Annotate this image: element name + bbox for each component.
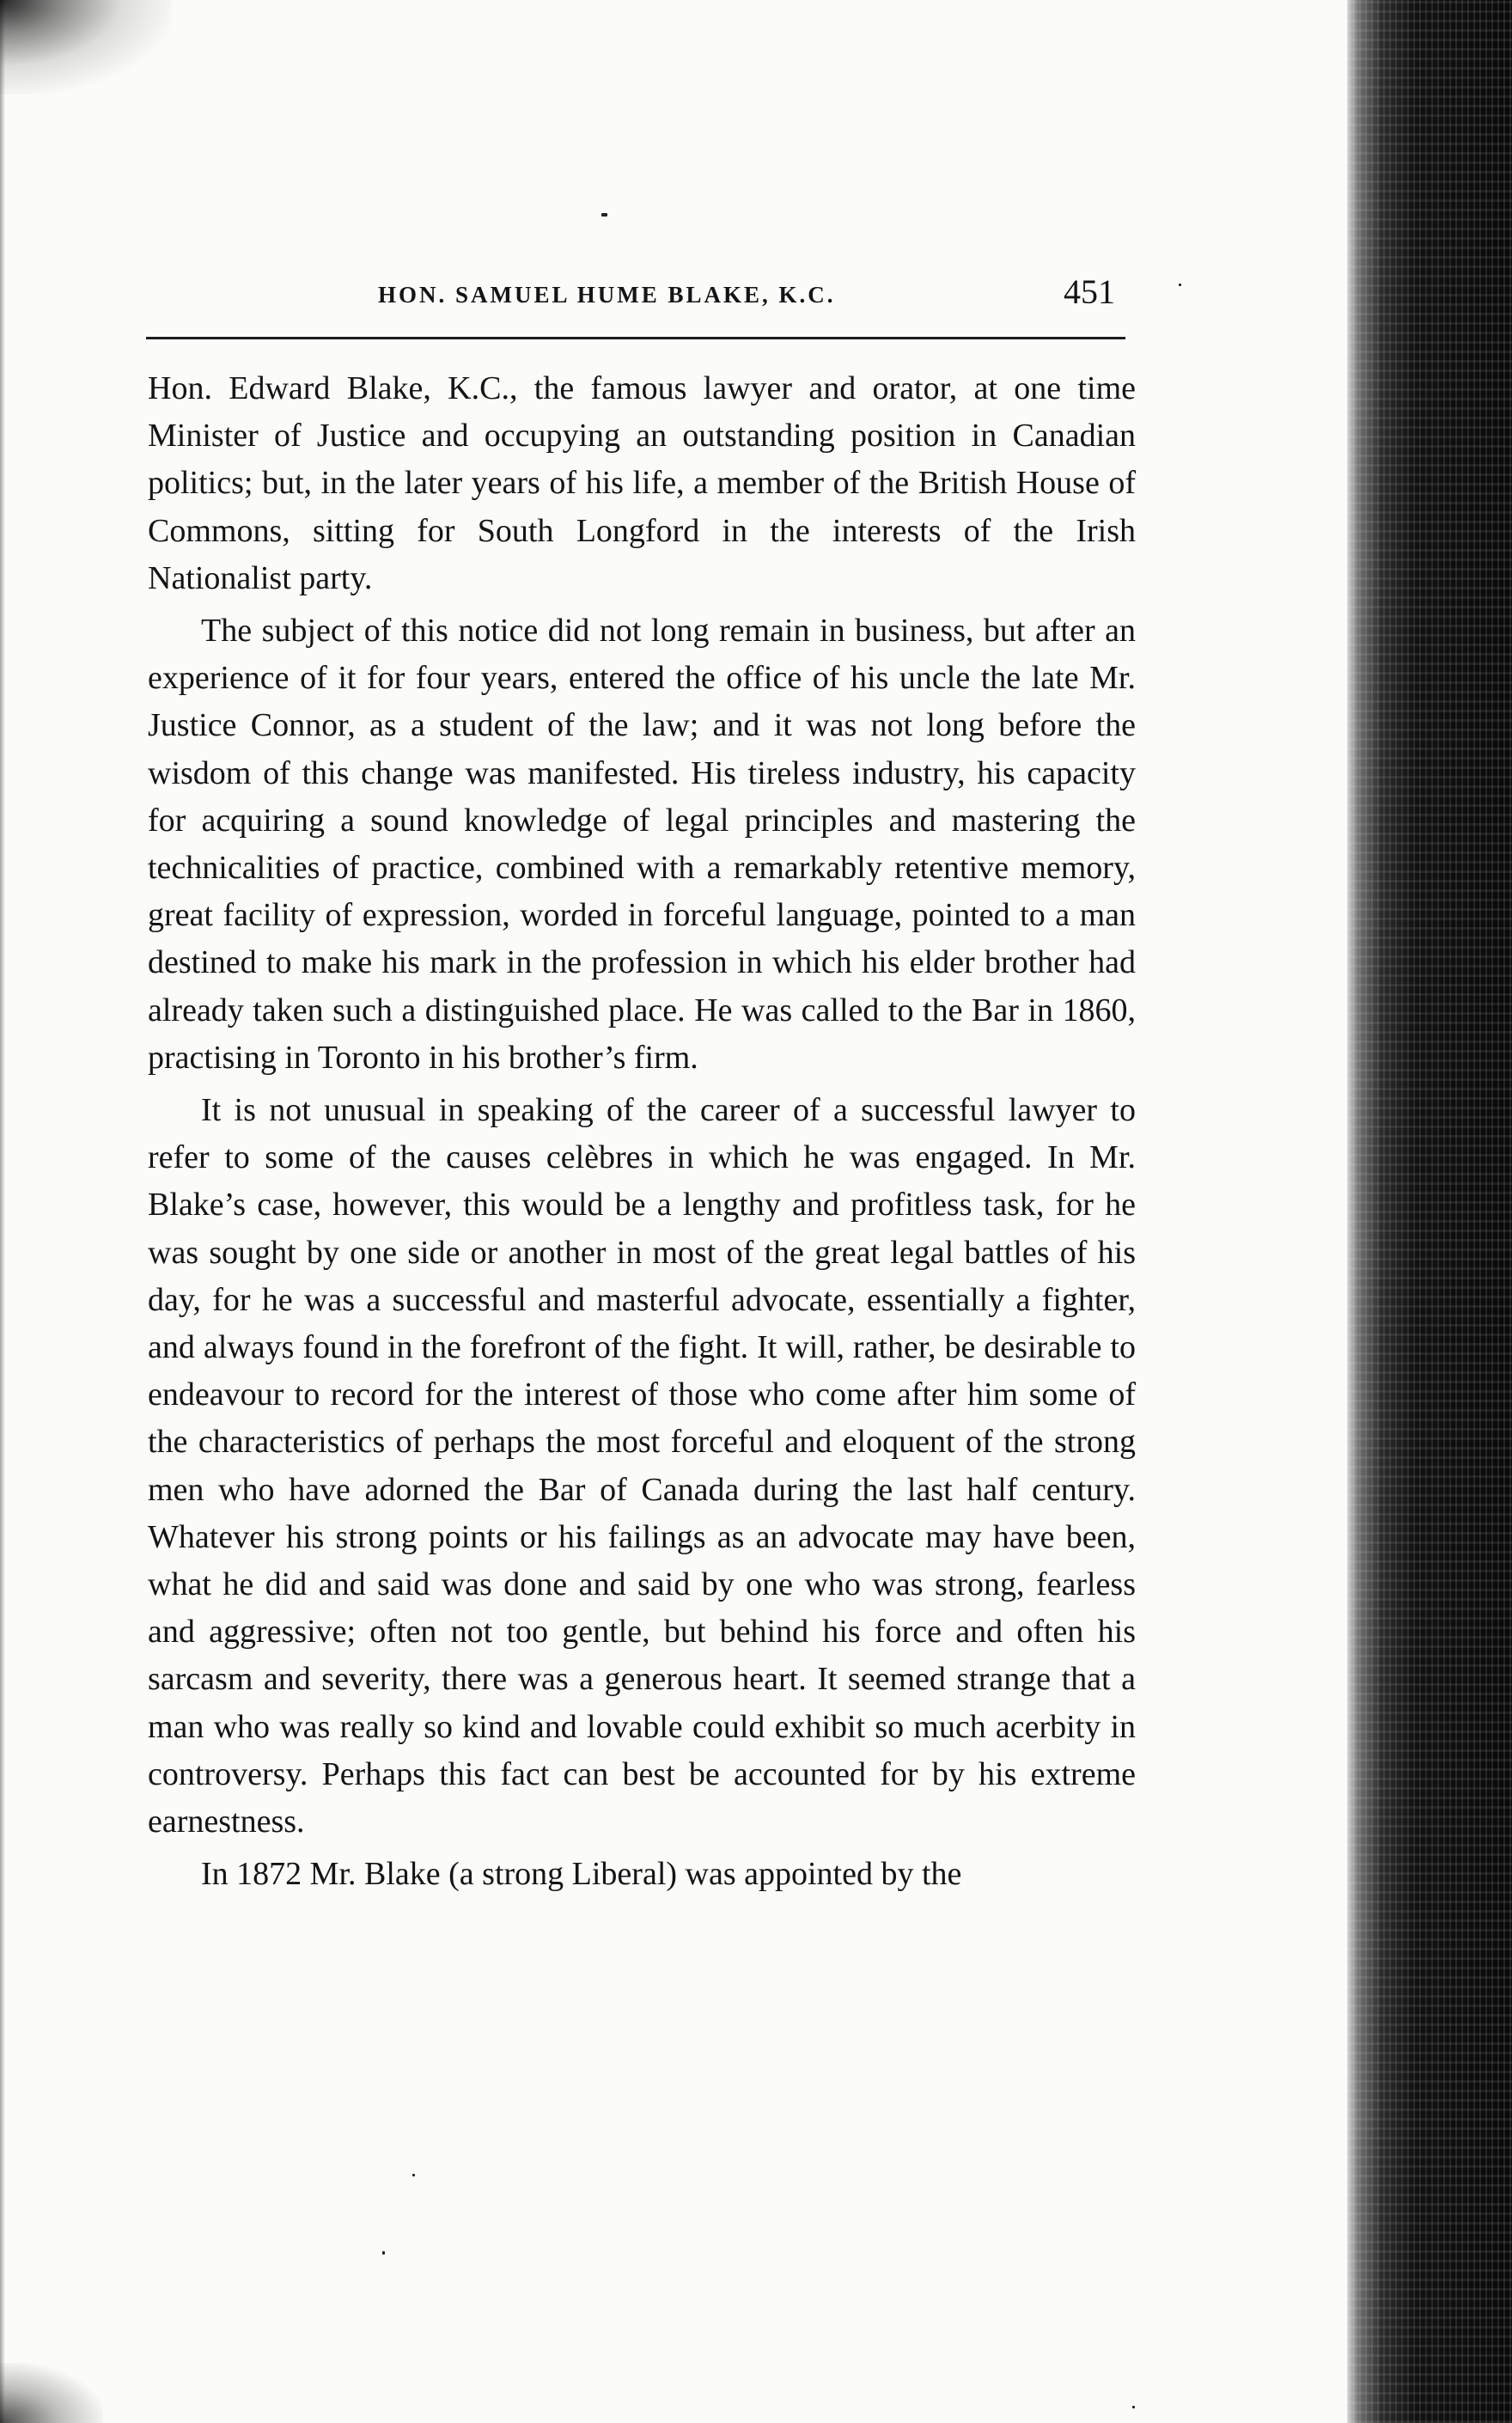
scan-speck bbox=[412, 2174, 415, 2176]
scan-left-edge-shadow bbox=[0, 0, 5, 2423]
scan-bottom-corner-smudge bbox=[0, 2363, 103, 2423]
scan-speck bbox=[601, 213, 607, 217]
paragraph: Hon. Edward Blake, K.C., the famous lawyer and orator, at one time Minister of Justice and occupying an outstanding position in Canadian politics; but, in the later years of his life, a member of the British House of Commons, sitting for South Longford in the interests of the Irish Nationalist party. bbox=[148, 370, 1136, 596]
paragraph: The subject of this notice did not long remain in business, but after an experience of it for four years, entered the office of his uncle the late Mr. Justice Connor, as a student of the law; and it was not long before the wisdom of this change was manifested. His tireless industry, his capacity for acquiring a sound knowledge of legal principles and mastering the technicalities of practice, combined with a remarkably retentive memory, great facility of expression, worded in forceful language, pointed to a man destined to make his mark in the profession in which his elder brother had already taken such a distinguished place. He was called to the Bar in 1860, practising in Toronto in his brother’s firm. bbox=[148, 613, 1136, 1076]
running-head: HON. SAMUEL HUME BLAKE, K.C. bbox=[378, 282, 836, 308]
body-text bbox=[148, 365, 1136, 1904]
page-header bbox=[146, 272, 1134, 332]
scan-corner-smudge bbox=[0, 0, 172, 95]
header-rule bbox=[146, 337, 1125, 339]
paragraph: In 1872 Mr. Blake (a strong Liberal) was appointed by the bbox=[201, 1856, 962, 1893]
scan-speck bbox=[1179, 284, 1181, 286]
page-number: 451 bbox=[1064, 272, 1115, 311]
scan-speck bbox=[382, 2251, 385, 2255]
paragraph: It is not unusual in speaking of the career of a successful lawyer to refer to some of the causes celèbres in which he was engaged. In Mr. Blake’s case, however, this would be a lengthy and profitless task, for he was sought by one side or another in most of the great legal battles of his day, for he was a successful and masterful advocate, essentially a fighter, and always found in the forefront of the fight. It will, rather, be desirable to endeavour to record for the interest of those who come after him some of the characteristics of perhaps the most forceful and eloquent of the strong men who have adorned the Bar of Canada during the last half century. Whatever his strong points or his failings as an advocate may have been, what he did and said was done and said by one who was strong, fearless and aggressive; often not too gentle, but behind his force and often his sarcasm and severity, there was a generous heart. It seemed strange that a man who was really so kind and lovable could exhibit so much acerbity in controversy. Perhaps this fact can best be accounted for by his extreme earnestness. bbox=[148, 1092, 1136, 1840]
book-binding-edge bbox=[1347, 0, 1512, 2423]
scan-speck bbox=[1132, 2406, 1135, 2408]
